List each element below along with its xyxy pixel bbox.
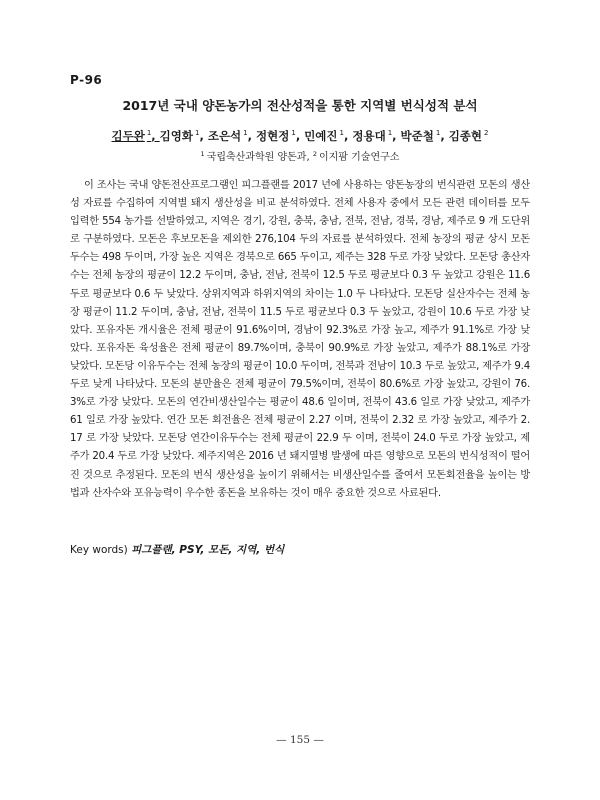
keywords-values: 피그플랜, PSY, 모돈, 지역, 번식 <box>131 544 285 556</box>
author-separator: , <box>343 129 353 143</box>
affiliation-name: 국립축산과학원 양돈과 <box>206 152 307 163</box>
author-name: 정용대 <box>352 129 386 143</box>
author-name: 김종현 <box>448 129 483 143</box>
author-separator: , <box>440 129 449 143</box>
author-name: 민예진 <box>304 129 338 143</box>
paper-title: 2017년 국내 양돈농가의 전산성적을 통한 지역별 번식성적 분석 <box>122 98 478 113</box>
author-separator: , <box>392 129 401 143</box>
author-list <box>40 128 560 144</box>
author-separator: , <box>151 129 160 143</box>
keywords-line <box>70 542 284 557</box>
affiliation-separator: , <box>306 152 313 163</box>
author-name: 김영화 <box>159 129 193 143</box>
author <box>352 129 400 143</box>
author-affiliation-mark: 1 <box>243 129 248 137</box>
author-name: 김두완 <box>111 129 145 143</box>
author-separator: , <box>199 129 208 143</box>
author-name: 박준철 <box>400 129 434 143</box>
author <box>208 129 256 143</box>
page-number: — 155 — <box>276 734 324 746</box>
author <box>112 129 160 143</box>
author-name: 정현정 <box>256 129 290 143</box>
author-affiliation-mark: 1 <box>339 129 344 137</box>
author-affiliation-mark: 1 <box>435 129 441 137</box>
affiliation-mark: 1 <box>200 150 205 158</box>
author <box>256 129 304 143</box>
author-affiliation-mark: 1 <box>387 129 393 137</box>
keywords-label: Key words) <box>70 544 128 556</box>
author-separator: , <box>247 129 257 143</box>
author <box>160 129 208 143</box>
poster-id: P-96 <box>70 73 103 87</box>
author-affiliation-mark: 1 <box>146 129 152 137</box>
author-affiliation-mark: 1 <box>291 129 296 137</box>
affiliation-mark: 2 <box>312 150 317 158</box>
author <box>304 129 352 143</box>
affiliation <box>313 152 400 163</box>
author-affiliation-mark: 2 <box>484 129 489 137</box>
author-name: 조은석 <box>207 129 242 143</box>
author <box>401 129 449 143</box>
abstract-body: 이 조사는 국내 양돈전산프로그램인 피그플랜를 2017 년에 사용하는 양돈농장의 번식관련 모돈의 생산성 자료를 수집하여 지역별 돼지 생산성을 비교 분석하였다. 전체 사용자 중에서 모든 관련 데이터를 모두 입력한 554 농가를 선발하였고, 지역은 경기, 강원, 충북, 충남, 전북, 전남, 경북, 경남, 제주로 9 개 도단위로 구분하였다. 모돈은 후보모돈을 제외한 276,104 두의 자료를 분석하였다. 전체 농장의 평균 상시 모돈두수는 498 두이며, 가장 높은 지역은 경북으로 665 두이고, 제주는 328 두로 가장 낮았다. 모돈당 총산자수는 전체 농장의 평균이 12.2 두이며, 충남, 전남, 전북이 12.5 두로 평균보다 0.3 두 높았고 강원은 11.6 두로 평균보다 0.6 두 낮았다. 상위지역과 하위지역의 차이는 1.0 두 나타났다. 모돈당 실산자수는 전체 농장 평균이 11.2 두이며, 충남, 전남, 전북이 11.5 두로 평균보다 0.3 두 높았고, 강원이 10.6 두로 가장 낮았다. 포유자돈 개시율은 전체 평균이 91.6%이며, 경남이 92.3%로 가장 높고, 제주가 91.1%로 가장 낮았다. 포유자돈 육성율은 전체 평균이 89.7%이며, 충북이 90.9%로 가장 높았고, 제주가 88.1%로 가장 낮았다. 모돈당 이유두수는 전체 농장의 평균이 10.0 두이며, 전북과 전남이 10.3 두로 높았고, 제주가 9.4 두로 낮게 나타났다. 모돈의 분만율은 전체 평균이 79.5%이며, 전북이 80.6%로 가장 높았고, 강원이 76.3%로 가장 낮았다. 모돈의 연간비생산일수는 평균이 48.6 일이며, 전북이 43.6 일로 가장 낮았고, 제주가 61 일로 가장 높았다. 연간 모돈 회전율은 전체 평균이 2.27 이며, 전북이 2.32 로 가장 높았고, 제주가 2.17 로 가장 낮았다. 모돈당 연간이유두수는 전체 평균이 22.9 두 이며, 전북이 24.0 두로 가장 높았고, 제주가 20.4 두로 가장 낮았다. 제주지역은 2016 년 돼지열병 발생에 따른 영향으로 모돈의 번식성적이 떨어진 것으로 추정된다. 모돈의 번식 생산성을 높이기 위해서는 비생산일수를 줄여서 모돈회전율을 높이는 방법과 산자수와 포유능력이 우수한 종돈을 보유하는 것이 매우 중요한 것으로 사료된다. <box>70 180 530 499</box>
affiliation-name: 이지팜 기술연구소 <box>318 152 400 163</box>
author-separator: , <box>295 129 305 143</box>
affiliation <box>201 152 313 163</box>
affiliation-line <box>40 148 560 163</box>
author-affiliation-mark: 1 <box>195 129 200 137</box>
author <box>449 129 489 143</box>
